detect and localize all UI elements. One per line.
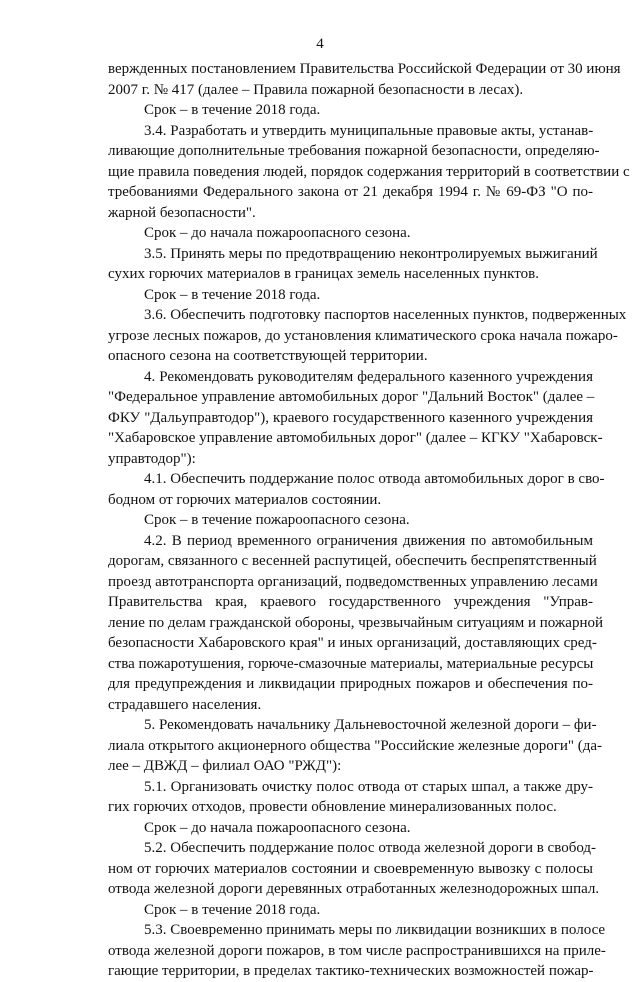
text-line: "Федеральное управление автомобильных дорог "Дальний Восток" (далее –: [108, 389, 595, 405]
text-line: 5.2. Обеспечить поддержание полос отвода железной дороги в свобод-: [144, 840, 597, 856]
text-line: опасного сезона на соответствующей территории.: [108, 348, 428, 364]
text-line: ства пожаротушения, горюче-смазочные материалы, материальные ресурсы: [108, 655, 594, 672]
page-number: 4: [316, 36, 324, 52]
text-line: проезд автотранспорта организаций, подведомственных управлению лесами: [108, 573, 598, 590]
text-line: 2007 г. № 417 (далее – Правила пожарной безопасности в лесах).: [108, 81, 524, 98]
text-line: 4. Рекомендовать руководителям федерального казенного учреждения: [144, 368, 593, 385]
text-line: сухих горючих материалов в границах земель населенных пунктов.: [108, 266, 539, 282]
text-line: "Хабаровское управление автомобильных дорог" (далее – КГКУ "Хабаровск-: [108, 430, 603, 446]
text-line: гающие территории, в пределах тактико-технических возможностей пожар-: [108, 963, 594, 979]
text-line: щие правила поведения людей, порядок содержания территорий в соответствии с: [108, 163, 630, 180]
text-line: Срок – в течение 2018 года.: [144, 286, 321, 303]
text-line: для предупреждения и ликвидации природных пожаров и обеспечения по-: [108, 676, 593, 692]
text-line: лиала открытого акционерного общества "Российские железные дороги" (да-: [108, 737, 603, 754]
text-line: ном от горючих материалов состоянии и своевременную вывозку с полосы: [108, 860, 593, 877]
text-line: Срок – в течение 2018 года.: [144, 901, 321, 918]
text-line: отвода железной дороги пожаров, в том числе распространившихся на приле-: [108, 942, 606, 959]
text-line: лее – ДВЖД – филиал ОАО "РЖД"):: [108, 758, 342, 774]
text-line: вержденных постановлением Правительства Российской Федерации от 30 июня: [108, 61, 621, 77]
document-body: [108, 59, 630, 982]
text-line: 4.1. Обеспечить поддержание полос отвода автомобильных дорог в сво-: [144, 471, 605, 487]
text-line: Срок – в течение пожароопасного сезона.: [144, 512, 410, 528]
text-line: ление по делам гражданской обороны, чрезвычайным ситуациям и пожарной: [108, 614, 603, 631]
text-line: управтодор"):: [108, 450, 196, 467]
text-line: 3.5. Принять меры по предотвращению неконтролируемых выжиганий: [144, 245, 598, 262]
text-line: ФКУ "Дальуправтодор"), краевого государственного казенного учреждения: [108, 409, 593, 426]
text-line: гих горючих отходов, провести обновление минерализованных полос.: [108, 799, 557, 815]
text-line: 3.4. Разработать и утвердить муниципальные правовые акты, устанав-: [144, 122, 594, 139]
text-line: 5.1. Организовать очистку полос отвода от старых шпал, а также дру-: [144, 778, 593, 795]
text-line: бодном от горючих материалов состоянии.: [108, 491, 382, 508]
text-line: жарной безопасности".: [108, 204, 256, 221]
text-line: Срок – до начала пожароопасного сезона.: [144, 819, 411, 836]
text-line: 4.2. В период временного ограничения движения по автомобильным: [144, 532, 593, 549]
text-line: 5. Рекомендовать начальнику Дальневосточной железной дороги – фи-: [144, 717, 597, 733]
text-line: дорогам, связанного с весенней распутицей, обеспечить беспрепятственный: [108, 553, 597, 569]
text-line: отвода железной дороги деревянных отработанных железнодорожных шпал.: [108, 881, 600, 897]
text-line: безопасности Хабаровского края" и иных организаций, доставляющих сред-: [108, 635, 597, 651]
text-line: Правительства края, краевого государственного учреждения "Управ-: [108, 594, 593, 610]
text-line: Срок – до начала пожароопасного сезона.: [144, 225, 411, 241]
text-line: Срок – в течение 2018 года.: [144, 102, 321, 118]
text-line: ливающие дополнительные требования пожарной безопасности, определяю-: [108, 143, 600, 159]
text-line: 5.3. Своевременно принимать меры по ликвидации возникших в полосе: [144, 922, 606, 938]
text-line: 3.6. Обеспечить подготовку паспортов населенных пунктов, подверженных: [144, 307, 627, 323]
text-line: страдавшего населения.: [108, 696, 262, 713]
text-line: требованиями Федерального закона от 21 декабря 1994 г. № 69-ФЗ "О по-: [108, 184, 593, 200]
text-line: угрозе лесных пожаров, до установления климатического срока начала пожаро-: [108, 327, 618, 344]
